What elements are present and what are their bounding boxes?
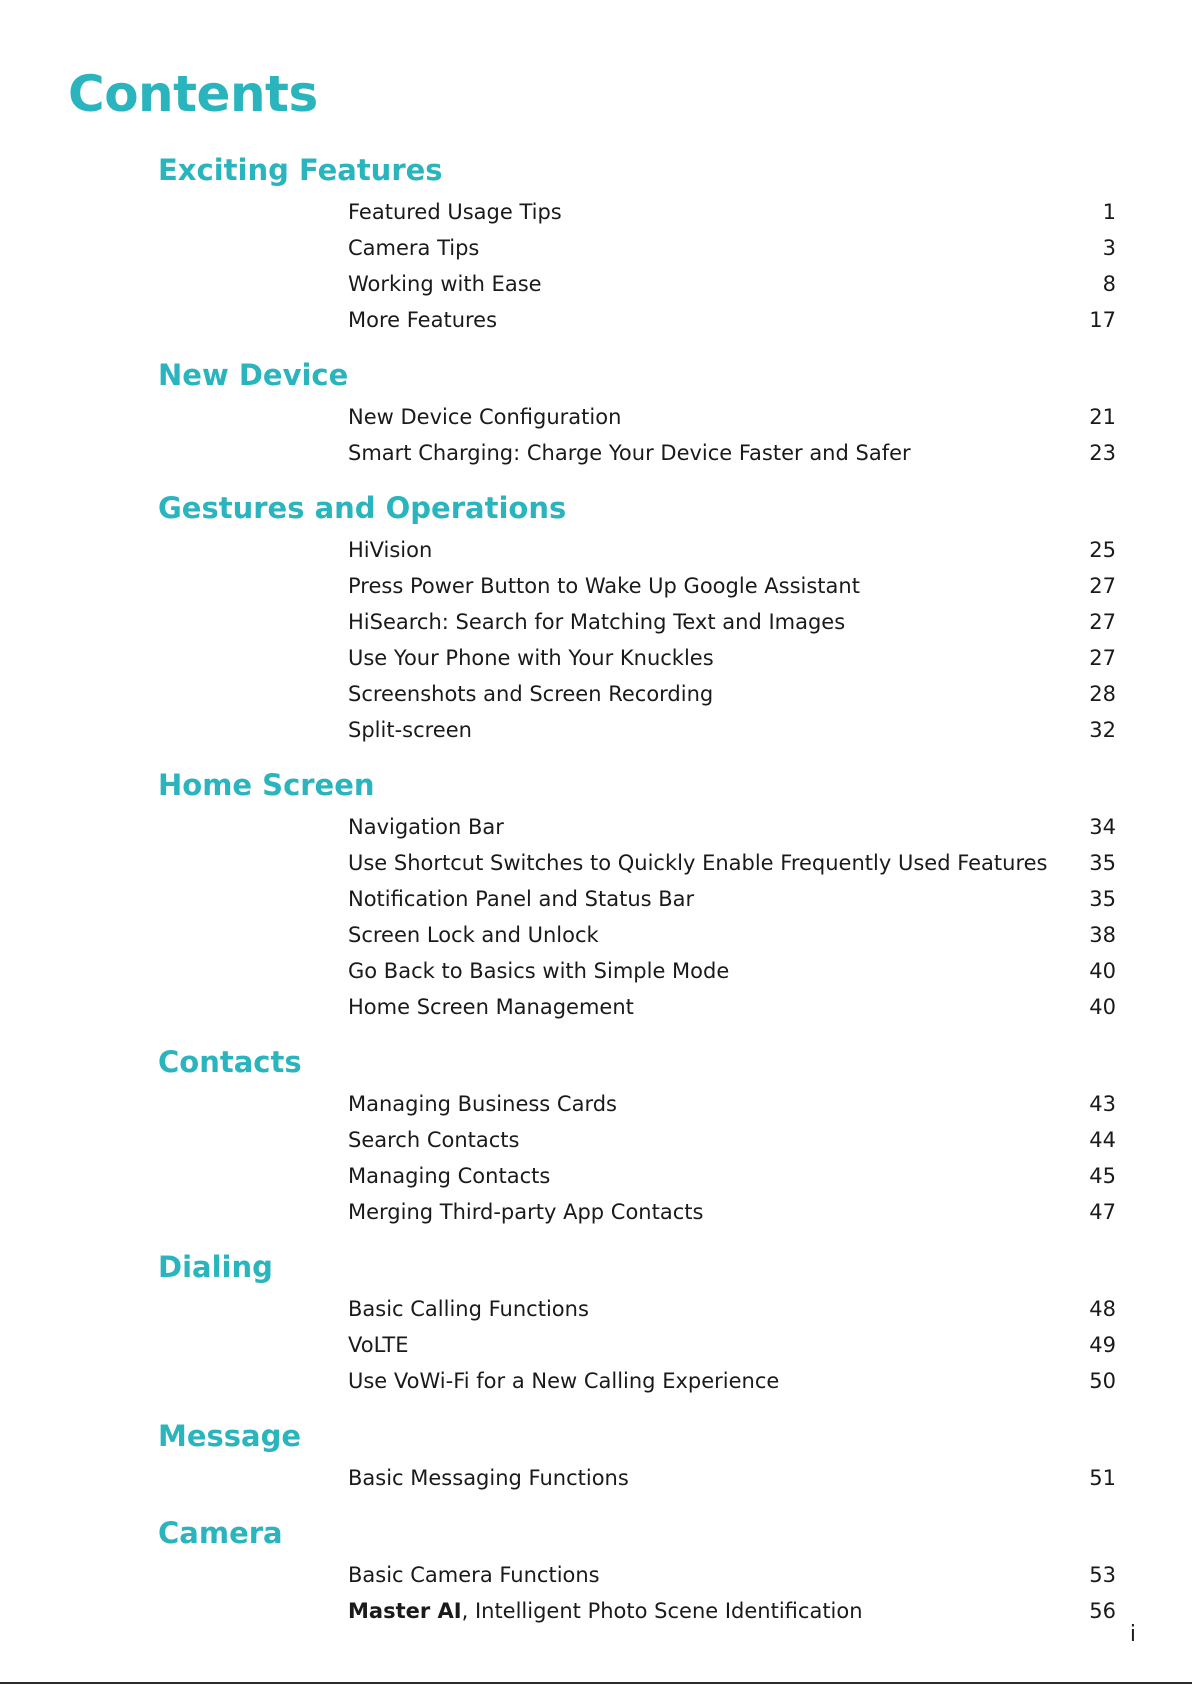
section-title[interactable]: Exciting Features bbox=[158, 153, 443, 187]
toc-entry-title-text: Managing Contacts bbox=[348, 1164, 551, 1188]
toc-entry[interactable] bbox=[0, 435, 1192, 471]
toc-entry-page: 51 bbox=[1089, 1466, 1116, 1490]
toc-entry-title bbox=[348, 568, 860, 604]
toc-entry-title bbox=[348, 953, 729, 989]
toc-entry-page: 50 bbox=[1089, 1369, 1116, 1393]
toc-entry-list bbox=[0, 1291, 1192, 1399]
section-title[interactable]: Home Screen bbox=[158, 768, 375, 802]
toc-entry-title-text: Navigation Bar bbox=[348, 815, 504, 839]
section-title[interactable]: Gestures and Operations bbox=[158, 491, 567, 525]
toc-entry-title-text: , Intelligent Photo Scene Identification bbox=[461, 1599, 863, 1623]
toc-entry[interactable] bbox=[0, 1086, 1192, 1122]
toc-entry-page: 23 bbox=[1089, 441, 1116, 465]
toc-entry-title-text: Basic Messaging Functions bbox=[348, 1466, 629, 1490]
toc-entry-title-text: Basic Camera Functions bbox=[348, 1563, 600, 1587]
toc-entry-title bbox=[348, 989, 634, 1025]
toc-entry[interactable] bbox=[0, 1557, 1192, 1593]
toc-entry[interactable] bbox=[0, 917, 1192, 953]
toc-entry-page: 45 bbox=[1089, 1164, 1116, 1188]
toc-entry-title-text: Split-screen bbox=[348, 718, 472, 742]
toc-entry-page: 38 bbox=[1089, 923, 1116, 947]
toc-entry-title bbox=[348, 1327, 409, 1363]
toc-entry-page: 40 bbox=[1089, 959, 1116, 983]
toc-entry[interactable] bbox=[0, 1291, 1192, 1327]
toc-entry[interactable] bbox=[0, 568, 1192, 604]
toc-entry[interactable] bbox=[0, 532, 1192, 568]
section-title[interactable]: Dialing bbox=[158, 1250, 273, 1284]
toc-entry-page: 53 bbox=[1089, 1563, 1116, 1587]
toc-entry[interactable] bbox=[0, 845, 1192, 881]
toc-entry-title-text: More Features bbox=[348, 308, 498, 332]
toc-entry[interactable] bbox=[0, 881, 1192, 917]
toc-entry-page: 1 bbox=[1102, 200, 1116, 224]
toc-entry[interactable] bbox=[0, 399, 1192, 435]
toc-entry-title bbox=[348, 881, 694, 917]
toc-entry-title bbox=[348, 194, 562, 230]
toc-entry-title-text: Screenshots and Screen Recording bbox=[348, 682, 714, 706]
toc-entry-page: 32 bbox=[1089, 718, 1116, 742]
toc-entry[interactable] bbox=[0, 953, 1192, 989]
toc-entry-title-text: Go Back to Basics with Simple Mode bbox=[348, 959, 730, 983]
toc-section bbox=[0, 1416, 1192, 1496]
toc-entry-title-text: HiSearch: Search for Matching Text and Images bbox=[348, 610, 846, 634]
toc-section bbox=[0, 488, 1192, 748]
toc-entry-page: 25 bbox=[1089, 538, 1116, 562]
toc-entry-page: 27 bbox=[1089, 610, 1116, 634]
toc-entry-title-text: Managing Business Cards bbox=[348, 1092, 617, 1116]
toc-entry-list bbox=[0, 532, 1192, 748]
toc-entry-list bbox=[0, 194, 1192, 338]
toc-entry[interactable] bbox=[0, 194, 1192, 230]
toc-entry[interactable] bbox=[0, 230, 1192, 266]
toc-entry-title bbox=[348, 676, 713, 712]
toc-entry-title-text: Featured Usage Tips bbox=[348, 200, 562, 224]
toc-entry-title-text: Smart Charging: Charge Your Device Faster and Safer bbox=[348, 441, 911, 465]
toc-entry-title-text: Screen Lock and Unlock bbox=[348, 923, 599, 947]
toc-entry[interactable] bbox=[0, 712, 1192, 748]
toc-section bbox=[0, 765, 1192, 1025]
toc-entry-page: 3 bbox=[1102, 236, 1116, 260]
toc-entry-list bbox=[0, 399, 1192, 471]
toc-entry-title-text: Use VoWi-Fi for a New Calling Experience bbox=[348, 1369, 780, 1393]
toc-entry-title bbox=[348, 532, 432, 568]
toc-entry-list bbox=[0, 809, 1192, 1025]
toc-entry-title-bold: Master AI bbox=[348, 1599, 462, 1623]
toc-entry[interactable] bbox=[0, 266, 1192, 302]
toc-entry[interactable] bbox=[0, 1327, 1192, 1363]
toc-entry-page: 28 bbox=[1089, 682, 1116, 706]
toc-entry-title-text: Working with Ease bbox=[348, 272, 542, 296]
toc-section bbox=[0, 1513, 1192, 1629]
toc-entry[interactable] bbox=[0, 1460, 1192, 1496]
toc-entry-title bbox=[348, 1557, 600, 1593]
toc-entry-title bbox=[348, 1158, 550, 1194]
toc-entry-title-text: Basic Calling Functions bbox=[348, 1297, 589, 1321]
toc-entry-title-text: Camera Tips bbox=[348, 236, 480, 260]
toc-entry-title bbox=[348, 640, 714, 676]
toc-entry-title bbox=[348, 1363, 779, 1399]
toc-entry-title bbox=[348, 1122, 519, 1158]
toc-entry[interactable] bbox=[0, 676, 1192, 712]
toc-entry-title-text: Notification Panel and Status Bar bbox=[348, 887, 695, 911]
toc-entry-page: 44 bbox=[1089, 1128, 1116, 1152]
toc-entry-title bbox=[348, 712, 472, 748]
toc-entry-page: 35 bbox=[1089, 851, 1116, 875]
toc-entry[interactable] bbox=[0, 1194, 1192, 1230]
toc-entry-title bbox=[348, 1194, 703, 1230]
toc-entry[interactable] bbox=[0, 640, 1192, 676]
table-of-contents bbox=[0, 150, 1192, 1646]
toc-entry-title bbox=[348, 230, 479, 266]
toc-entry-page: 27 bbox=[1089, 574, 1116, 598]
page-number: i bbox=[1129, 1622, 1136, 1647]
toc-entry-title bbox=[348, 1086, 617, 1122]
toc-entry[interactable] bbox=[0, 1593, 1192, 1629]
toc-entry-title-text: Search Contacts bbox=[348, 1128, 520, 1152]
toc-entry-page: 35 bbox=[1089, 887, 1116, 911]
toc-entry-page: 43 bbox=[1089, 1092, 1116, 1116]
toc-entry-title-text: Home Screen Management bbox=[348, 995, 634, 1019]
toc-entry[interactable] bbox=[0, 1122, 1192, 1158]
toc-section bbox=[0, 355, 1192, 471]
toc-entry-page: 8 bbox=[1102, 272, 1116, 296]
section-title[interactable]: Camera bbox=[158, 1516, 283, 1550]
toc-entry[interactable] bbox=[0, 302, 1192, 338]
toc-entry-title-text: Merging Third-party App Contacts bbox=[348, 1200, 704, 1224]
toc-entry-page: 34 bbox=[1089, 815, 1116, 839]
toc-section bbox=[0, 150, 1192, 338]
toc-entry-page: 48 bbox=[1089, 1297, 1116, 1321]
toc-section bbox=[0, 1042, 1192, 1230]
toc-entry-title bbox=[348, 845, 1048, 881]
toc-entry-list bbox=[0, 1086, 1192, 1230]
toc-entry-page: 40 bbox=[1089, 995, 1116, 1019]
toc-entry[interactable] bbox=[0, 809, 1192, 845]
toc-entry-title bbox=[348, 809, 504, 845]
toc-entry-title-text: Press Power Button to Wake Up Google Assistant bbox=[348, 574, 860, 598]
toc-entry-page: 49 bbox=[1089, 1333, 1116, 1357]
toc-entry-page: 47 bbox=[1089, 1200, 1116, 1224]
toc-entry-title bbox=[348, 1460, 629, 1496]
toc-entry-page: 17 bbox=[1089, 308, 1116, 332]
toc-entry-title bbox=[348, 1593, 863, 1629]
toc-section bbox=[0, 1247, 1192, 1399]
section-title[interactable]: Message bbox=[158, 1419, 302, 1453]
toc-entry-title-text: HiVision bbox=[348, 538, 433, 562]
toc-entry-page: 27 bbox=[1089, 646, 1116, 670]
toc-entry-title bbox=[348, 917, 599, 953]
toc-entry-title-text: New Device Configuration bbox=[348, 405, 622, 429]
toc-entry-title-text: VoLTE bbox=[348, 1333, 409, 1357]
toc-entry-title bbox=[348, 266, 542, 302]
toc-entry-list bbox=[0, 1557, 1192, 1629]
section-title[interactable]: Contacts bbox=[158, 1045, 302, 1079]
toc-entry-title-text: Use Your Phone with Your Knuckles bbox=[348, 646, 714, 670]
page-title: Contents bbox=[68, 65, 318, 123]
bottom-rule bbox=[0, 1682, 1192, 1684]
toc-entry-title bbox=[348, 1291, 589, 1327]
toc-entry-title bbox=[348, 604, 845, 640]
toc-entry[interactable] bbox=[0, 604, 1192, 640]
toc-entry-page: 56 bbox=[1089, 1599, 1116, 1623]
toc-entry[interactable] bbox=[0, 1158, 1192, 1194]
toc-entry-page: 21 bbox=[1089, 405, 1116, 429]
toc-entry-title-text: Use Shortcut Switches to Quickly Enable Frequently Used Features bbox=[348, 851, 1048, 875]
section-title[interactable]: New Device bbox=[158, 358, 349, 392]
toc-entry[interactable] bbox=[0, 989, 1192, 1025]
toc-entry-title bbox=[348, 302, 497, 338]
toc-entry[interactable] bbox=[0, 1363, 1192, 1399]
toc-entry-title bbox=[348, 399, 621, 435]
toc-entry-list bbox=[0, 1460, 1192, 1496]
toc-entry-title bbox=[348, 435, 911, 471]
